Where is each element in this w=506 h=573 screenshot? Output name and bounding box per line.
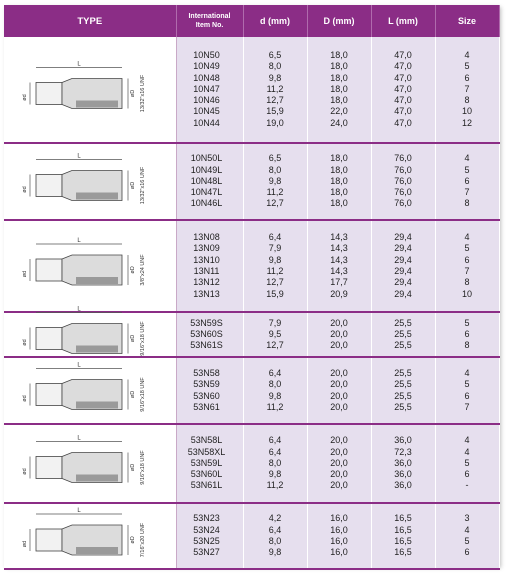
col-d — [243, 37, 307, 143]
cell-value: 16,5 — [394, 536, 412, 546]
cell-value: 4 — [464, 524, 470, 535]
length-label: L — [77, 238, 81, 244]
cell-value: 6 — [464, 254, 470, 265]
outer-dia-label: øD — [130, 266, 136, 274]
item-number: 13N11 — [193, 266, 220, 276]
cell-value: 7 — [464, 401, 470, 412]
cell-value: 8,0 — [268, 379, 282, 390]
cell-value: 4 — [464, 446, 470, 457]
cell-value: 11,2 — [266, 187, 284, 198]
fitting-shade — [76, 402, 118, 409]
cell-value: 29,4 — [394, 277, 412, 288]
product-group — [4, 424, 499, 503]
fitting-shade — [76, 101, 118, 108]
product-group — [4, 312, 499, 357]
item-number: 53N59 — [193, 379, 220, 390]
cell-value: 76,0 — [394, 187, 412, 198]
fitting-shade — [76, 475, 118, 482]
col-item — [176, 37, 243, 143]
col-l — [371, 220, 435, 312]
product-group — [4, 357, 499, 424]
cell-value: 14,3 — [330, 254, 348, 265]
col-d — [243, 357, 307, 424]
cell-value: 25,5 — [394, 367, 412, 378]
col-d — [243, 424, 307, 503]
cell-value: 76,0 — [394, 164, 412, 175]
cell-value: 4 — [464, 435, 470, 446]
cell-value: 8,0 — [268, 536, 282, 546]
cell-value: 20,0 — [330, 457, 348, 468]
cell-value: 18,0 — [330, 164, 348, 175]
type-drawing-cell — [4, 37, 176, 143]
length-label: L — [77, 435, 81, 442]
cell-value: 6,5 — [268, 153, 282, 164]
header-size: Size — [435, 5, 499, 37]
cell-value: 5 — [464, 61, 470, 72]
thread-label: 7/16"x20 UNF — [140, 522, 146, 558]
cell-value: 25,5 — [394, 317, 412, 328]
item-number: 10N45 — [193, 106, 220, 117]
item-number: 53N60S — [190, 328, 223, 339]
cell-value: 5 — [464, 457, 470, 468]
item-number: 53N60 — [193, 390, 220, 401]
cell-value: 36,0 — [394, 469, 412, 480]
connector-drawing — [4, 221, 176, 311]
cell-value: 20,0 — [330, 446, 348, 457]
cell-value: 47,0 — [394, 95, 412, 106]
inner-dia-label: ød — [22, 94, 28, 101]
cell-value: 6 — [464, 390, 470, 401]
col-d — [243, 503, 307, 569]
cell-value: 76,0 — [394, 175, 412, 186]
cell-value: 8 — [464, 340, 470, 351]
item-number: 10N48 — [193, 72, 220, 83]
outer-dia-label: øD — [130, 463, 136, 472]
cell-value: 7 — [464, 83, 470, 94]
header-item-no — [176, 5, 243, 37]
item-number: 53N60L — [190, 469, 223, 480]
cell-value: 29,4 — [394, 232, 412, 243]
cell-value: 24,0 — [330, 117, 348, 128]
cell-value: 25,5 — [394, 379, 412, 390]
inner-dia-label: ød — [22, 186, 28, 193]
cell-value: 25,5 — [394, 340, 412, 351]
fitting-thread-body — [36, 259, 62, 281]
cell-value: 25,5 — [394, 328, 412, 339]
cell-value: 19,0 — [266, 117, 284, 128]
cell-value: 20,0 — [330, 401, 348, 412]
connector-drawing — [4, 37, 176, 142]
col-l — [371, 143, 435, 220]
cell-value: 8 — [464, 198, 470, 209]
cell-value: 5 — [464, 164, 470, 175]
cell-value: 16,5 — [394, 524, 412, 535]
item-number: 53N59L — [190, 457, 223, 468]
cell-value: 9,8 — [268, 390, 282, 401]
col-l — [371, 503, 435, 569]
col-item — [176, 424, 243, 503]
cell-value: 9,8 — [268, 72, 282, 83]
item-number: 10N49 — [193, 61, 220, 72]
fitting-thread-body — [36, 384, 62, 406]
cell-value: 12,7 — [266, 277, 284, 288]
type-drawing-cell — [4, 424, 176, 503]
item-number: 10N50L — [190, 153, 223, 164]
item-number: 53N59S — [190, 317, 223, 328]
cell-value: 16,0 — [330, 513, 348, 524]
col-item — [176, 143, 243, 220]
thread-label: 9/16"x18 UNF — [140, 377, 146, 412]
cell-value: 20,0 — [330, 390, 348, 401]
cell-value: 7,9 — [268, 243, 282, 254]
cell-value: 3 — [464, 513, 470, 524]
cell-value: 4 — [464, 367, 470, 378]
thread-label: 9/16"x18 UNF — [140, 450, 146, 485]
cell-value: 4 — [464, 49, 470, 60]
cell-value: 18,0 — [330, 83, 348, 94]
cell-value: 6,4 — [268, 367, 282, 378]
cell-value: 12,7 — [266, 340, 284, 351]
col-d — [243, 143, 307, 220]
cell-value: 29,4 — [394, 266, 412, 276]
header-type: TYPE — [4, 5, 176, 37]
cell-value: 20,0 — [330, 340, 348, 351]
col-size — [435, 357, 499, 424]
item-number: 10N47L — [190, 187, 223, 198]
cell-value: 16,5 — [394, 513, 412, 524]
spec-table — [4, 5, 500, 570]
cell-value: 11,2 — [266, 480, 284, 491]
cell-value: 20,9 — [330, 288, 348, 299]
col-l — [371, 37, 435, 143]
outer-dia-label: øD — [130, 536, 136, 544]
inner-dia-label: ød — [22, 270, 28, 278]
cell-value: 5 — [464, 536, 470, 546]
header-item-line2: Item No. — [195, 22, 224, 29]
cell-value: 7 — [464, 266, 470, 276]
length-label: L — [77, 153, 81, 160]
cell-value: 20,0 — [330, 367, 348, 378]
item-number: 13N12 — [193, 277, 220, 288]
cell-value: 20,0 — [330, 469, 348, 480]
inner-dia-label: ød — [22, 540, 28, 548]
fitting-shade — [76, 277, 118, 284]
cell-value: 16,0 — [330, 536, 348, 546]
inner-dia-label: ød — [22, 339, 28, 346]
cell-value: 25,5 — [394, 390, 412, 401]
cell-value: 14,3 — [330, 232, 348, 243]
top-border — [0, 0, 506, 3]
cell-value: 29,4 — [394, 288, 412, 299]
col-l — [371, 424, 435, 503]
cell-value: 18,0 — [330, 72, 348, 83]
cell-value: 12,7 — [266, 198, 284, 209]
col-size — [435, 312, 499, 357]
thread-label: 13/32"x16 UNF — [140, 166, 146, 205]
connector-drawing — [4, 358, 176, 423]
length-label: L — [77, 306, 81, 313]
type-drawing-cell — [4, 306, 176, 357]
cell-value: 7 — [464, 187, 470, 198]
cell-value: 36,0 — [394, 435, 412, 446]
cell-value: 36,0 — [394, 480, 412, 491]
product-group — [4, 503, 499, 569]
cell-value: 25,5 — [394, 401, 412, 412]
item-number: 53N58 — [193, 367, 220, 378]
cell-value: 6 — [464, 469, 470, 480]
cell-value: 11,2 — [266, 401, 284, 412]
type-drawing-cell — [4, 220, 176, 312]
cell-value: 10 — [461, 106, 472, 117]
cell-value: 47,0 — [394, 72, 412, 83]
cell-value: 16,0 — [330, 524, 348, 535]
cell-value: 17,7 — [330, 277, 348, 288]
item-number: 53N61 — [193, 401, 220, 412]
cell-value: 29,4 — [394, 243, 412, 254]
inner-dia-label: ød — [22, 395, 28, 402]
item-number: 53N23 — [193, 513, 220, 524]
cell-value: 6 — [464, 328, 470, 339]
col-l — [371, 312, 435, 357]
cell-value: 76,0 — [394, 198, 412, 209]
type-drawing-cell — [4, 143, 176, 220]
cell-value: 5 — [464, 317, 470, 328]
col-size — [435, 143, 499, 220]
product-group — [4, 143, 499, 220]
cell-value: 36,0 — [394, 457, 412, 468]
col-d-outer — [307, 143, 371, 220]
thread-label: 13/32"x16 UNF — [140, 74, 146, 113]
cell-value: 18,0 — [330, 153, 348, 164]
item-number: 53N25 — [193, 536, 220, 546]
col-size — [435, 503, 499, 569]
header-D: D (mm) — [307, 5, 371, 37]
cell-value: 18,0 — [330, 187, 348, 198]
item-number: 53N61S — [190, 340, 223, 351]
cell-value: 8,0 — [268, 164, 282, 175]
product-group — [4, 37, 499, 143]
cell-value: 15,9 — [266, 288, 284, 299]
col-d-outer — [307, 424, 371, 503]
item-number: 10N50 — [193, 49, 220, 60]
length-label: L — [77, 362, 81, 369]
cell-value: 6 — [464, 72, 470, 83]
item-number: 10N44 — [193, 117, 220, 128]
item-number: 10N46 — [193, 95, 220, 106]
col-item — [176, 220, 243, 312]
cell-value: 47,0 — [394, 106, 412, 117]
cell-value: 9,8 — [268, 547, 282, 558]
cell-value: 12,7 — [266, 95, 284, 106]
cell-value: 18,0 — [330, 198, 348, 209]
header-item-line1: International — [188, 13, 231, 20]
cell-value: 6 — [464, 547, 470, 558]
fitting-shade — [76, 346, 118, 353]
item-number: 53N58XL — [187, 446, 226, 457]
fitting-thread-body — [36, 83, 62, 105]
col-item — [176, 357, 243, 424]
col-item — [176, 503, 243, 569]
cell-value: 4 — [464, 232, 470, 243]
col-d-outer — [307, 312, 371, 357]
item-number: 13N10 — [193, 254, 220, 265]
col-item — [176, 312, 243, 357]
cell-value: 6,4 — [268, 446, 282, 457]
fitting-thread-body — [36, 328, 62, 350]
col-size — [435, 37, 499, 143]
cell-value: 7,9 — [268, 317, 282, 328]
cell-value: 9,5 — [268, 328, 282, 339]
col-size — [435, 424, 499, 503]
header-L: L (mm) — [371, 5, 435, 37]
cell-value: 9,8 — [268, 254, 282, 265]
cell-value: 18,0 — [330, 49, 348, 60]
cell-value: 16,0 — [330, 547, 348, 558]
outer-dia-label: øD — [130, 181, 136, 190]
cell-value: 20,0 — [330, 480, 348, 491]
fitting-thread-body — [36, 457, 62, 479]
cell-value: 8,0 — [268, 61, 282, 72]
inner-dia-label: ød — [22, 468, 28, 475]
cell-value: 4,2 — [268, 513, 282, 524]
col-d-outer — [307, 357, 371, 424]
cell-value: 47,0 — [394, 49, 412, 60]
cell-value: 20,0 — [330, 435, 348, 446]
cell-value: 6,4 — [268, 524, 282, 535]
item-number: 53N61L — [190, 480, 223, 491]
cell-value: 22,0 — [330, 106, 348, 117]
cell-value: 12 — [461, 117, 472, 128]
cell-value: 10 — [461, 288, 472, 299]
cell-value: 5 — [464, 379, 470, 390]
thread-label: 9/16"x18 UNF — [140, 321, 146, 356]
item-number: 10N46L — [190, 198, 223, 209]
cell-value: 11,2 — [266, 266, 284, 276]
length-label: L — [77, 508, 81, 514]
col-d-outer — [307, 503, 371, 569]
cell-value: 9,8 — [268, 469, 282, 480]
cell-value: 14,3 — [330, 243, 348, 254]
cell-value: 16,5 — [394, 547, 412, 558]
product-group — [4, 220, 499, 312]
cell-value: 8 — [464, 95, 470, 106]
item-number: 13N08 — [193, 232, 220, 243]
col-size — [435, 220, 499, 312]
col-l — [371, 357, 435, 424]
cell-value: 15,9 — [266, 106, 284, 117]
cell-value: 47,0 — [394, 83, 412, 94]
cell-value: 20,0 — [330, 379, 348, 390]
cell-value: 72,3 — [394, 446, 412, 457]
cell-value: 14,3 — [330, 266, 348, 276]
length-label: L — [77, 61, 81, 68]
connector-drawing — [4, 504, 176, 568]
item-number: 13N13 — [193, 288, 220, 299]
cell-value: 18,0 — [330, 175, 348, 186]
fitting-thread-body — [36, 175, 62, 197]
outer-dia-label: øD — [130, 89, 136, 98]
outer-dia-label: øD — [130, 334, 136, 343]
cell-value: 6 — [464, 175, 470, 186]
cell-value: 11,2 — [266, 83, 284, 94]
connector-drawing — [4, 306, 176, 356]
cell-value: 47,0 — [394, 61, 412, 72]
cell-value: 9,8 — [268, 175, 282, 186]
cell-value: 5 — [464, 243, 470, 254]
header-row — [4, 5, 499, 37]
cell-value: 20,0 — [330, 317, 348, 328]
type-drawing-cell — [4, 503, 176, 569]
cell-value: 47,0 — [394, 117, 412, 128]
item-number: 10N47 — [193, 83, 220, 94]
cell-value: 8 — [464, 277, 470, 288]
cell-value: 76,0 — [394, 153, 412, 164]
item-number: 10N48L — [190, 175, 223, 186]
outer-dia-label: øD — [130, 390, 136, 399]
col-d-outer — [307, 220, 371, 312]
item-number: 10N49L — [190, 164, 223, 175]
spec-table-container — [4, 5, 499, 566]
col-d-outer — [307, 37, 371, 143]
item-number: 13N09 — [193, 243, 220, 254]
cell-value: 20,0 — [330, 328, 348, 339]
cell-value: 18,0 — [330, 95, 348, 106]
cell-value: 6,5 — [268, 49, 282, 60]
type-drawing-cell — [4, 357, 176, 424]
cell-value: - — [465, 480, 469, 491]
header-d: d (mm) — [243, 5, 307, 37]
cell-value: 6,4 — [268, 435, 282, 446]
connector-drawing — [4, 425, 176, 502]
fitting-shade — [76, 193, 118, 200]
cell-value: 6,4 — [268, 232, 282, 243]
connector-drawing — [4, 144, 176, 219]
col-d — [243, 312, 307, 357]
fitting-thread-body — [36, 529, 62, 551]
item-number: 53N27 — [193, 547, 220, 558]
col-d — [243, 220, 307, 312]
fitting-shade — [76, 547, 118, 554]
thread-label: 3/8"x24 UNF — [140, 254, 146, 286]
cell-value: 4 — [464, 153, 470, 164]
cell-value: 29,4 — [394, 254, 412, 265]
cell-value: 18,0 — [330, 61, 348, 72]
item-number: 53N24 — [193, 524, 220, 535]
cell-value: 8,0 — [268, 457, 282, 468]
item-number: 53N58L — [190, 435, 223, 446]
